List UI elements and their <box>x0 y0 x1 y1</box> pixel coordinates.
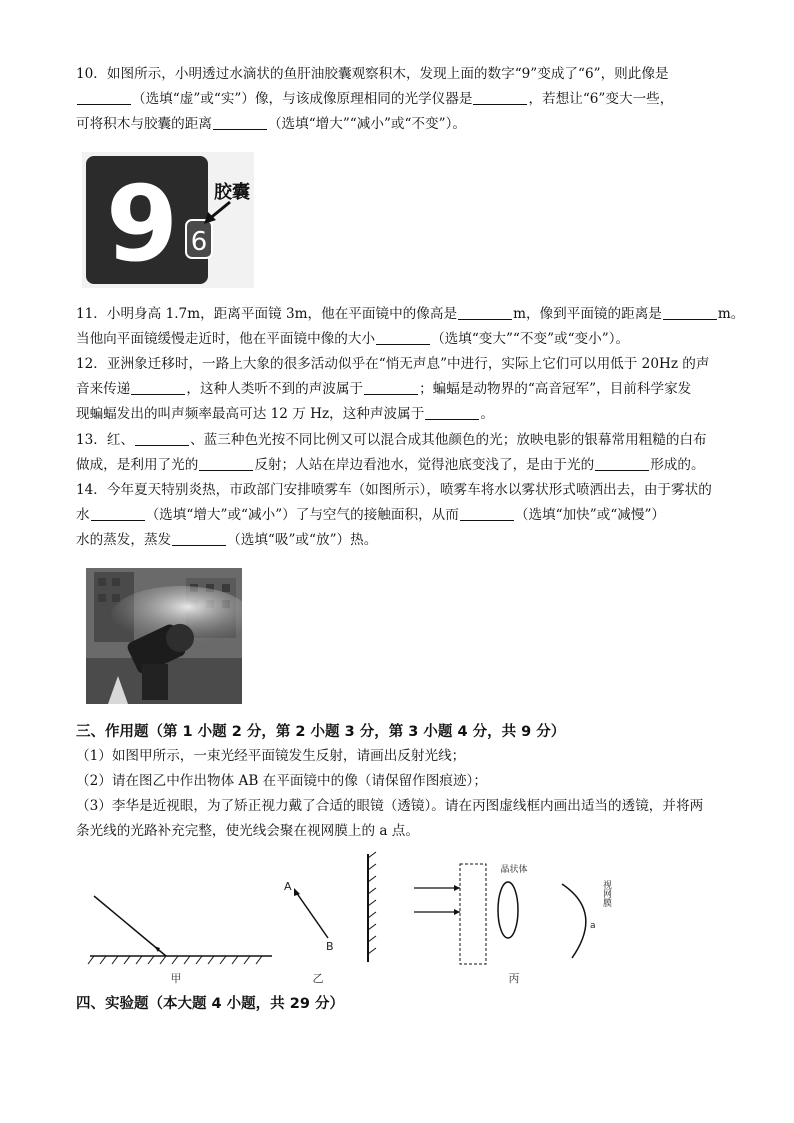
spray-truck-photo <box>86 568 242 704</box>
question-10 <box>76 62 724 137</box>
answer-blank[interactable] <box>458 305 512 320</box>
answer-blank[interactable] <box>131 380 185 395</box>
answer-blank[interactable] <box>425 405 479 420</box>
capsule-label: 胶囊 <box>214 182 250 203</box>
block-digit: 9 <box>105 163 179 285</box>
answer-blank[interactable] <box>91 506 145 521</box>
section-3-item-3: （3）李华是近视眼，为了矫正视力戴了合适的眼镜（透镜）。请在丙图虚线框内画出适当的透镜，并将两 <box>76 798 704 814</box>
answer-blank[interactable] <box>364 380 418 395</box>
object-ab <box>296 892 328 938</box>
answer-blank[interactable] <box>172 531 226 546</box>
question-11: 11．小明身高 1.7m，距离平面镜 3m，他在平面镜中的像高是 m，像到平面镜的距离是 m。 当他向平面镜缓慢走近时，他在平面镜中像的大小 （选填“变大”“不变”或“变小”）。 <box>76 306 745 347</box>
section-3-title: 三、作用题（第 1 小题 2 分，第 2 小题 3 分，第 3 小题 4 分，共 9 分） <box>76 724 566 740</box>
capsule-figure <box>80 150 256 290</box>
section-4-title: 四、实验题（本大题 4 小题，共 29 分） <box>76 996 344 1012</box>
figure-jia <box>88 896 272 985</box>
section-3-item-1: （1）如图甲所示，一束光经平面镜发生反射，请画出反射光线； <box>76 748 466 764</box>
figure-yi <box>284 852 376 985</box>
question-14: 14．今年夏天特别炎热，市政部门安排喷雾车（如图所示），喷雾车将水以雾状形式喷洒出去，由于雾状的 水 （选填“增大”或“减小”）了与空气的接触面积，从而 （选填“加快”或“减慢”） 水的蒸发，蒸发 （选填“吸”或“放”）热。 <box>76 482 712 548</box>
retina-point-label: a <box>590 921 596 931</box>
point-b-label: B <box>326 940 334 953</box>
image-digit: 6 <box>190 227 208 257</box>
point-a-label: A <box>284 880 292 893</box>
figure-bing-label: 丙 <box>508 972 520 985</box>
lens-dashed-box[interactable] <box>460 864 486 964</box>
figure-bing <box>414 863 612 985</box>
answer-blank[interactable] <box>199 456 253 471</box>
q10-line-1: 10．如图所示，小明透过水滴状的鱼肝油胶囊观察积木，发现上面的数字“9”变成了“6”，则此像是 <box>76 66 669 82</box>
answer-blank[interactable] <box>376 330 430 345</box>
lens-label: 晶状体 <box>500 865 528 875</box>
answer-blank[interactable] <box>473 90 527 105</box>
figure-jia-label: 甲 <box>170 972 182 985</box>
figure-yi-label: 乙 <box>312 972 324 985</box>
section-3-item-4: 条光线的光路补充完整，使光线会聚在视网膜上的 a 点。 <box>76 823 419 839</box>
optics-figures <box>84 850 724 986</box>
answer-blank[interactable] <box>135 431 189 446</box>
answer-blank[interactable] <box>595 456 649 471</box>
answer-blank[interactable] <box>77 90 131 105</box>
answer-blank[interactable] <box>663 305 717 320</box>
crystalline-lens <box>498 882 518 938</box>
retina <box>562 884 586 958</box>
question-13: 13．红、 、蓝三种色光按不同比例又可以混合成其他颜色的光；放映电影的银幕常用粗糙的白布 做成，是利用了光的 反射；人站在岸边看池水，觉得池底变浅了，是由于光的 形成的。 <box>76 432 707 473</box>
q10-line-3: 可将积木与胶囊的距离 （选填“增大”“减小”或“不变”）。 <box>76 116 466 132</box>
answer-blank[interactable] <box>460 506 514 521</box>
question-12: 12．亚洲象迁移时，一路上大象的很多活动似乎在“悄无声息”中进行，实际上它们可以用低于 20Hz 的声 音来传递 ，这种人类听不到的声波属于 ；蝙蝠是动物界的“高音冠军”，目前科学家发 现蝙蝠发出的叫声频率最高可达 12 万 Hz，这种声波属于 。 <box>76 356 710 422</box>
retina-label: 视网膜 <box>601 880 611 907</box>
section-3-item-2: （2）请在图乙中作出物体 AB 在平面镜中的像（请保留作图痕迹）； <box>76 773 487 789</box>
answer-blank[interactable] <box>213 115 267 130</box>
q10-line-2: （选填“虚”或“实”）像，与该成像原理相同的光学仪器是 ，若想让“6”变大一些， <box>76 87 724 112</box>
